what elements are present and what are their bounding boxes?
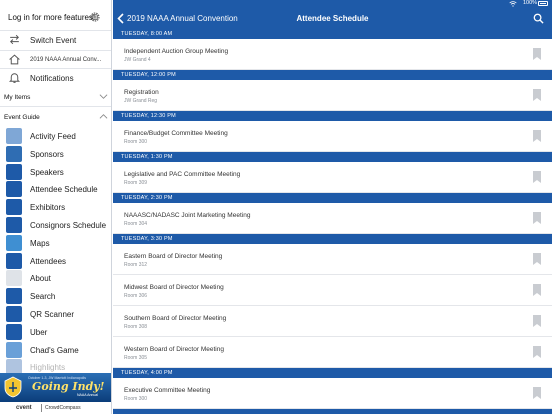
guide-item-attendees[interactable] [0, 252, 112, 270]
notifications-item[interactable] [0, 68, 112, 88]
guide-item-attendee-schedule[interactable] [0, 180, 112, 198]
time-header: TUESDAY, 12:00 PM [113, 70, 552, 80]
session-room: Room 309 [124, 180, 148, 186]
session-title: Midwest Board of Director Meeting [124, 284, 224, 291]
session-row[interactable] [113, 162, 552, 193]
back-label: 2019 NAAA Annual Convention [127, 14, 238, 23]
guide-item-label: Consignors Schedule [30, 221, 107, 230]
guide-item-activity-feed[interactable] [0, 127, 112, 145]
guide-item-consignors-schedule[interactable] [0, 216, 112, 234]
sidebar-footer [0, 402, 112, 414]
guide-item-label: Search [30, 292, 56, 302]
guide-item-label: Attendees [30, 256, 67, 266]
session-title: Executive Committee Meeting [124, 387, 211, 394]
event-banner[interactable] [0, 373, 112, 402]
search-icon [6, 288, 22, 304]
session-title: Registration [124, 89, 159, 96]
guide-item-label: Chad's Game [30, 345, 79, 355]
bookmark-icon[interactable] [533, 48, 541, 60]
session-row[interactable] [113, 244, 552, 275]
guide-item-label: Activity Feed [30, 132, 76, 141]
session-room: JW Grand 4 [124, 57, 151, 63]
guide-item-qr-scanner[interactable] [0, 305, 112, 323]
time-header: TUESDAY, 12:30 PM [113, 111, 552, 121]
attendees-icon [6, 253, 22, 269]
notifications-label: Notifications [30, 74, 74, 83]
banner-crest-logo [3, 376, 23, 398]
event-guide-label: Event Guide [4, 114, 40, 121]
guide-item-label: About [30, 274, 51, 284]
bookmark-icon[interactable] [533, 253, 541, 265]
bookmark-icon[interactable] [533, 171, 541, 183]
bookmark-icon[interactable] [533, 315, 541, 327]
time-header: TUESDAY, 3:30 PM [113, 234, 552, 244]
crowdcompass-logo: CrowdCompass [45, 405, 81, 411]
qr-icon [6, 306, 22, 322]
session-row[interactable] [113, 80, 552, 111]
info-icon [6, 270, 22, 286]
gear-icon[interactable] [89, 11, 101, 23]
session-row[interactable] [113, 306, 552, 337]
divider [0, 106, 112, 107]
banner-subtitle: NAAA Annual [77, 393, 99, 397]
session-room: Room 304 [124, 221, 148, 227]
guide-item-speakers[interactable] [0, 163, 112, 181]
search-icon[interactable] [533, 13, 544, 24]
session-row[interactable] [113, 378, 552, 409]
guide-item-uber[interactable] [0, 323, 112, 341]
session-room: Room 305 [124, 355, 148, 361]
divider [41, 404, 42, 412]
session-title: Legislative and PAC Committee Meeting [124, 171, 241, 178]
bell-icon [8, 71, 21, 84]
time-header: TUESDAY, 8:00 AM [113, 29, 552, 39]
activity-feed-icon [6, 128, 22, 144]
session-title: Western Board of Director Meeting [124, 346, 224, 353]
session-title: Eastern Board of Director Meeting [124, 253, 223, 260]
cvent-logo: cvent [16, 405, 32, 411]
current-event-item[interactable] [0, 50, 112, 70]
guide-item-label: Highlights [30, 363, 66, 373]
page-title: Attendee Schedule [296, 14, 369, 23]
guide-item-maps[interactable] [0, 234, 112, 252]
guide-item-label: Speakers [30, 167, 64, 177]
session-row[interactable] [113, 39, 552, 70]
guide-item-label: QR Scanner [30, 310, 75, 319]
bookmark-icon[interactable] [533, 284, 541, 296]
schedule-list[interactable] [113, 29, 552, 414]
time-header: TUESDAY, 2:30 PM [113, 193, 552, 203]
nav-bar [113, 8, 552, 29]
chevron-up-icon [99, 113, 108, 120]
time-header: TUESDAY, 4:00 PM [113, 368, 552, 378]
switch-event-item[interactable] [0, 30, 112, 50]
bookmark-icon[interactable] [533, 346, 541, 358]
chads-game-icon [6, 342, 22, 358]
session-room: Room 300 [124, 396, 148, 402]
time-header [113, 409, 552, 414]
guide-item-exhibitors[interactable] [0, 198, 112, 216]
battery-percent: 100% [523, 0, 538, 6]
time-header: TUESDAY, 1:30 PM [113, 152, 552, 162]
sponsors-icon [6, 146, 22, 162]
bookmark-icon[interactable] [533, 89, 541, 101]
chevron-down-icon [99, 93, 108, 100]
guide-item-label: Uber [30, 327, 48, 337]
event-guide-header[interactable] [0, 110, 112, 124]
session-row[interactable] [113, 337, 552, 368]
bookmark-icon[interactable] [533, 212, 541, 224]
session-row[interactable] [113, 121, 552, 152]
main-panel [113, 0, 552, 414]
guide-item-label: Attendee Schedule [30, 185, 98, 195]
wifi-icon [509, 1, 517, 7]
calendar-icon [6, 181, 22, 197]
session-room: Room 308 [124, 324, 148, 330]
session-title: Finance/Budget Committee Meeting [124, 130, 228, 137]
login-row[interactable] [0, 6, 112, 30]
calendar-icon [6, 217, 22, 233]
uber-icon [6, 324, 22, 340]
guide-item-search[interactable] [0, 287, 112, 305]
exhibitors-icon [6, 199, 22, 215]
speakers-icon [6, 164, 22, 180]
my-items-label: My Items [4, 94, 31, 101]
guide-item-sponsors[interactable] [0, 145, 112, 163]
session-title: NAAASC/NADASC Joint Marketing Meeting [124, 212, 251, 219]
sidebar [0, 0, 112, 414]
banner-dates: October 1-3, JW Marriott Indianapolis [28, 376, 86, 380]
login-prompt[interactable]: Log in for more features! [8, 13, 96, 22]
guide-item-label: Sponsors [30, 149, 64, 159]
guide-item-label: Maps [30, 238, 50, 248]
session-row[interactable] [113, 203, 552, 234]
session-row[interactable] [113, 275, 552, 306]
home-icon [8, 53, 21, 66]
banner-title: Going Indy! [32, 380, 105, 393]
status-bar [113, 0, 552, 8]
guide-item-label: Exhibitors [30, 203, 66, 213]
session-title: Independent Auction Group Meeting [124, 48, 229, 55]
guide-item-chad-s-game[interactable] [0, 341, 112, 359]
switch-event-label: Switch Event [30, 36, 77, 45]
battery-icon [538, 1, 548, 6]
session-room: Room 300 [124, 139, 148, 145]
current-event-label: 2019 NAAA Annual Conv... [30, 57, 102, 63]
session-room: Room 312 [124, 262, 148, 268]
session-room: JW Grand Reg [124, 98, 158, 104]
session-room: Room 306 [124, 293, 148, 299]
bookmark-icon[interactable] [533, 387, 541, 399]
my-items-header[interactable] [0, 90, 112, 104]
guide-item-about[interactable] [0, 269, 112, 287]
session-title: Southern Board of Director Meeting [124, 315, 227, 322]
map-icon [6, 235, 22, 251]
bookmark-icon[interactable] [533, 130, 541, 142]
swap-arrows-icon [8, 33, 21, 46]
